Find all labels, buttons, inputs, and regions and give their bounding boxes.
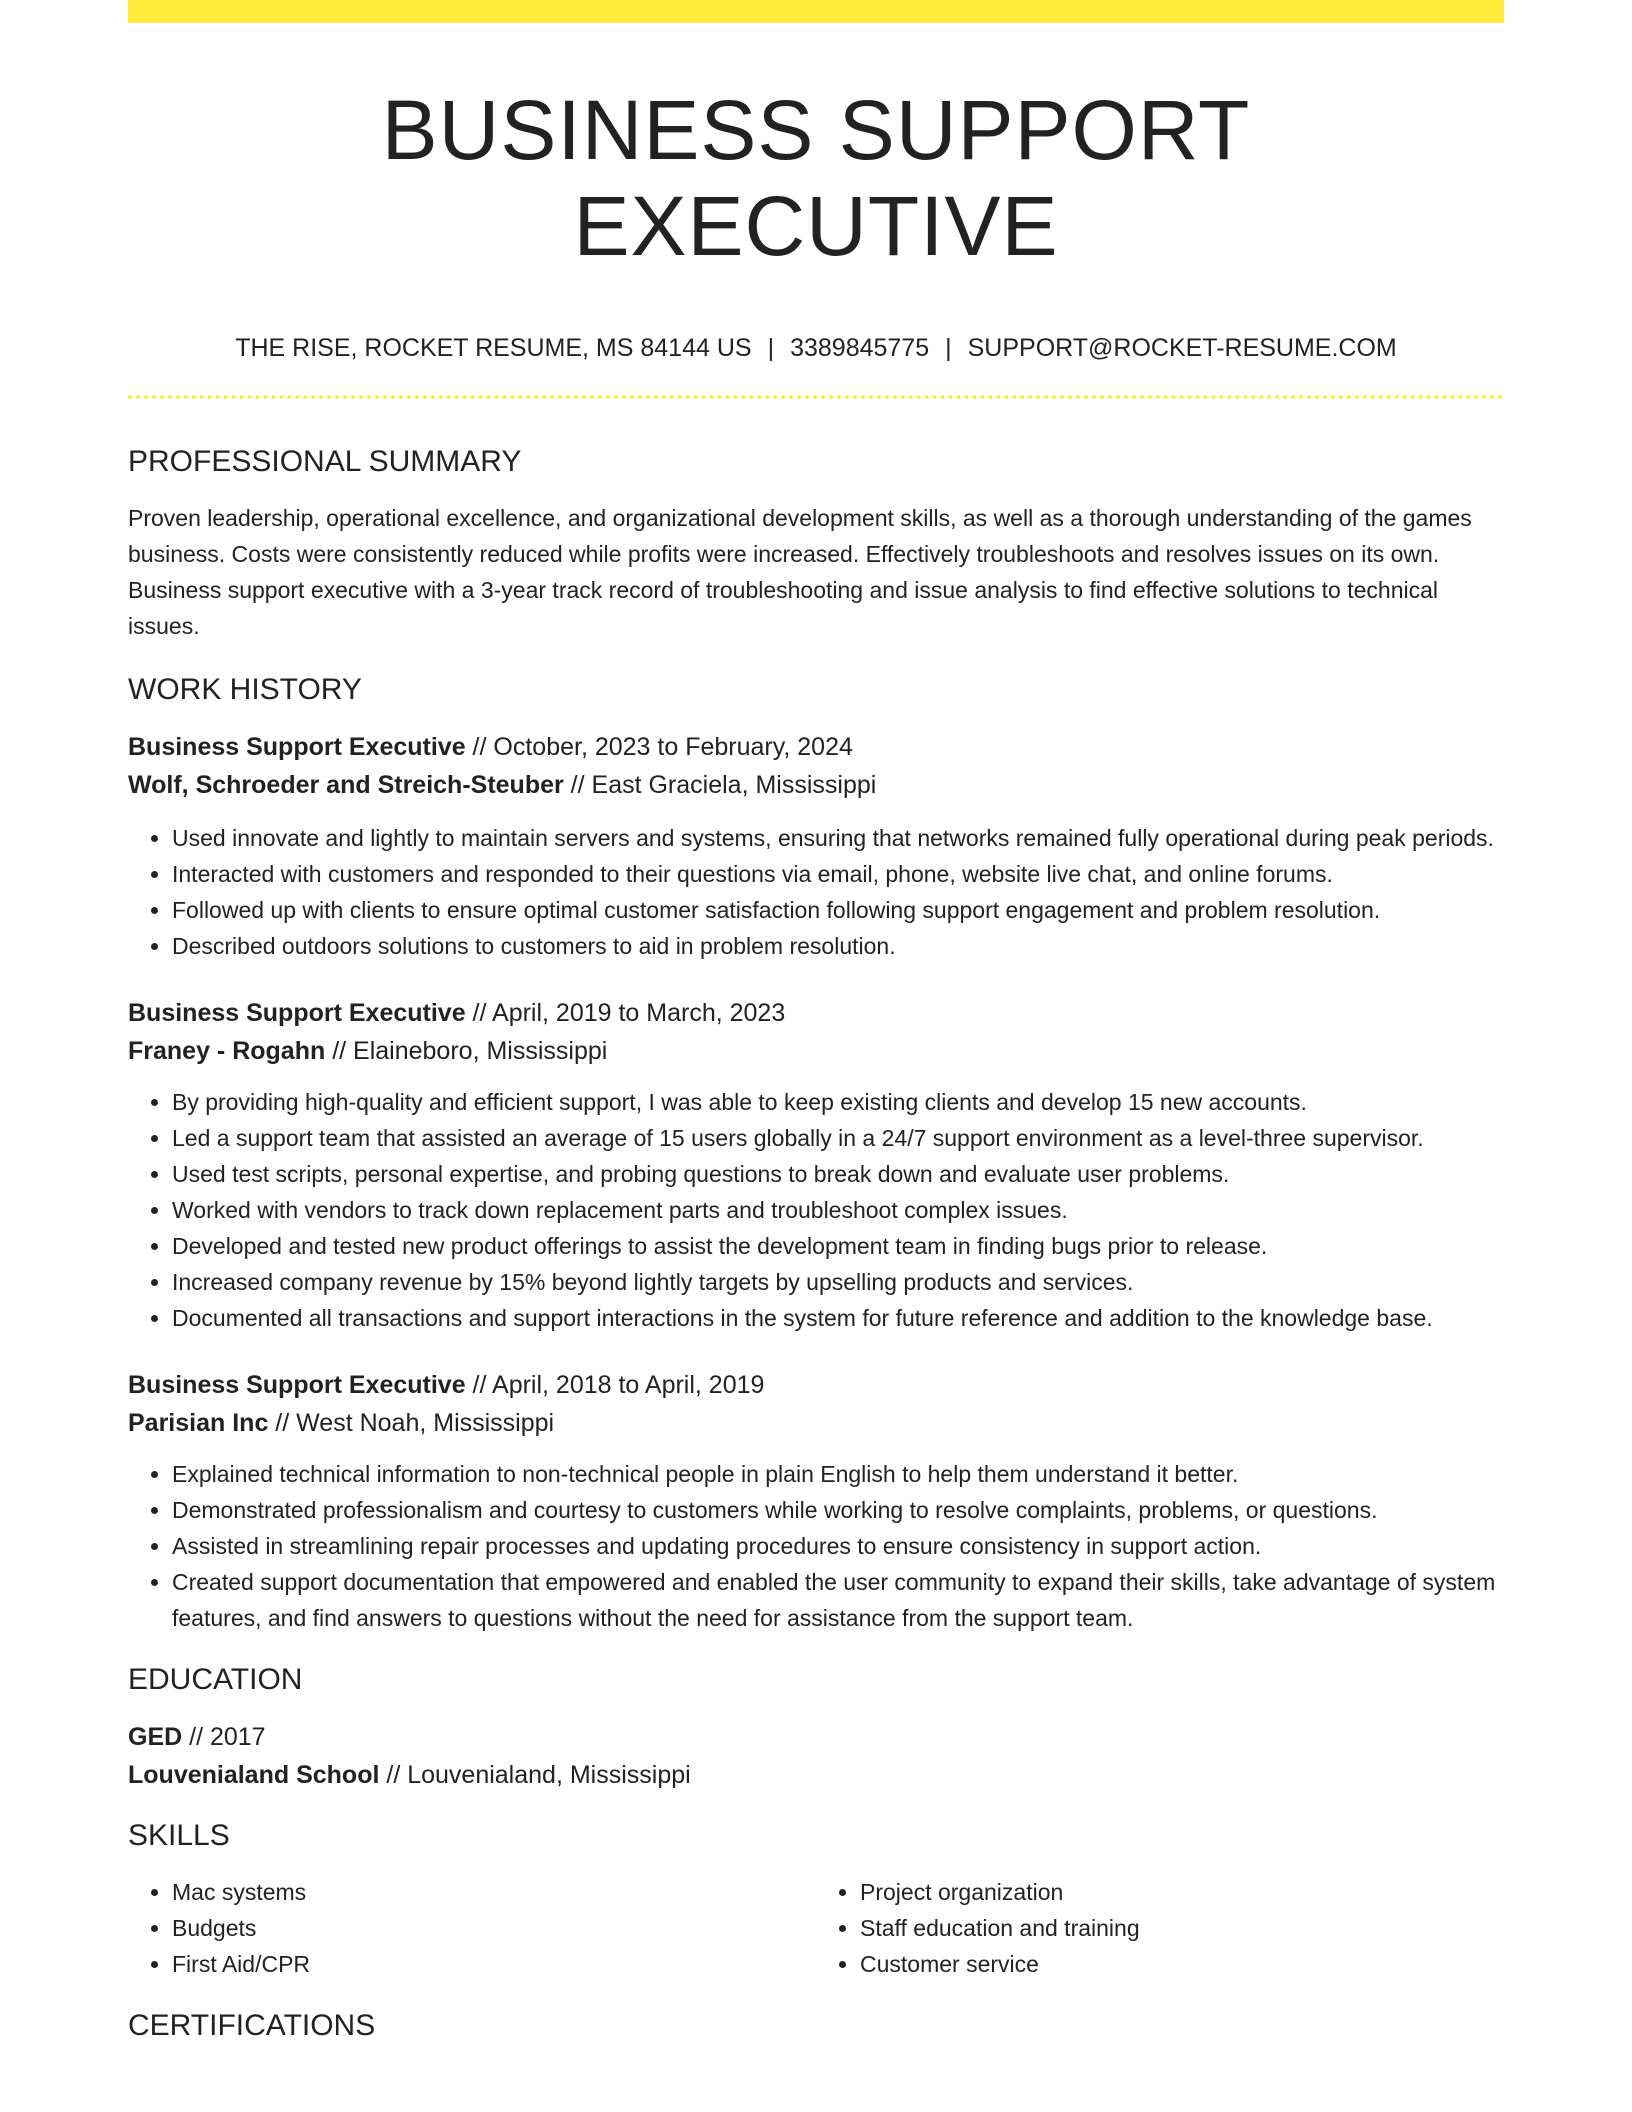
job-location: // West Noah, Mississippi xyxy=(268,1409,555,1437)
resume-content xyxy=(128,0,1504,2044)
skill-item: • Customer service xyxy=(860,1946,1504,1982)
job-dates: // April, 2018 to April, 2019 xyxy=(465,1371,765,1399)
job-role: Business Support Executive xyxy=(128,1371,466,1399)
section-title-certifications: CERTIFICATIONS xyxy=(128,2009,376,2042)
skill-item: • First Aid/CPR xyxy=(172,1946,816,1982)
skill-item: • Mac systems xyxy=(172,1874,816,1910)
skills-columns xyxy=(128,1874,1504,1982)
job-bullets xyxy=(128,1084,1504,1336)
job-title-line xyxy=(128,1366,1504,1404)
job-company-line xyxy=(128,1032,1504,1070)
job-company: Franey - Rogahn xyxy=(128,1037,326,1065)
job-bullet: • Developed and tested new product offerings to assist the development team in finding bugs prior to release. xyxy=(172,1228,1504,1264)
dotted-divider xyxy=(128,395,1504,399)
section-title-education: EDUCATION xyxy=(128,1663,303,1696)
job-dates: // October, 2023 to February, 2024 xyxy=(465,733,853,761)
job-bullet: • Used test scripts, personal expertise, and probing questions to break down and evaluate user problems. xyxy=(172,1156,1504,1192)
contact-phone: 3389845775 xyxy=(790,334,930,362)
job-bullets xyxy=(128,820,1504,964)
job-location: // East Graciela, Mississippi xyxy=(563,771,877,799)
job-bullet: • By providing high-quality and efficient support, I was able to keep existing clients and develop 15 new accounts. xyxy=(172,1084,1504,1120)
skills-list-right xyxy=(816,1874,1504,1982)
contact-address: THE RISE, ROCKET RESUME, MS 84144 US xyxy=(235,334,752,362)
education-location: // Louvenialand, Mississippi xyxy=(379,1761,691,1789)
job-bullet: • Used innovate and lightly to maintain servers and systems, ensuring that networks remained fully operational during peak periods. xyxy=(172,820,1504,856)
job-entry xyxy=(128,1366,1504,1636)
job-bullet: • Interacted with customers and responded to their questions via email, phone, website live chat, and online forums. xyxy=(172,856,1504,892)
education-school-line xyxy=(128,1756,1504,1794)
job-title-line xyxy=(128,728,1504,766)
skill-item: • Staff education and training xyxy=(860,1910,1504,1946)
education-degree: GED xyxy=(128,1723,183,1751)
job-company-line xyxy=(128,1404,1504,1442)
job-bullet: • Documented all transactions and support interactions in the system for future reference and addition to the knowledge base. xyxy=(172,1300,1504,1336)
job-bullet: • Followed up with clients to ensure optimal customer satisfaction following support engagement and problem resolution. xyxy=(172,892,1504,928)
education-degree-line xyxy=(128,1718,1504,1756)
job-bullets xyxy=(128,1456,1504,1636)
job-dates: // April, 2019 to March, 2023 xyxy=(465,999,786,1027)
job-role: Business Support Executive xyxy=(128,999,466,1027)
job-company: Wolf, Schroeder and Streich-Steuber xyxy=(128,771,564,799)
section-title-work-history: WORK HISTORY xyxy=(128,673,362,706)
job-location: // Elaineboro, Mississippi xyxy=(325,1037,608,1065)
job-company: Parisian Inc xyxy=(128,1409,269,1437)
job-company-line xyxy=(128,766,1504,804)
job-bullet: • Described outdoors solutions to customers to aid in problem resolution. xyxy=(172,928,1504,964)
skill-item: • Project organization xyxy=(860,1874,1504,1910)
section-title-summary: PROFESSIONAL SUMMARY xyxy=(128,445,522,478)
job-bullet: • Increased company revenue by 15% beyond lightly targets by upselling products and services. xyxy=(172,1264,1504,1300)
contact-email: SUPPORT@ROCKET-RESUME.COM xyxy=(967,334,1397,362)
education-school: Louvenialand School xyxy=(128,1761,380,1789)
education-year: // 2017 xyxy=(182,1723,266,1751)
job-bullet: • Led a support team that assisted an average of 15 users globally in a 24/7 support environment as a level-three supervisor. xyxy=(172,1120,1504,1156)
job-bullet: • Explained technical information to non-technical people in plain English to help them understand it better. xyxy=(172,1456,1504,1492)
contact-line xyxy=(128,332,1504,364)
section-title-skills: SKILLS xyxy=(128,1819,230,1852)
skills-list-left xyxy=(128,1874,816,1982)
job-bullet: • Demonstrated professionalism and courtesy to customers while working to resolve complaints, problems, or questions. xyxy=(172,1492,1504,1528)
skill-item: • Budgets xyxy=(172,1910,816,1946)
job-bullet: • Assisted in streamlining repair processes and updating procedures to ensure consistency in support action. xyxy=(172,1528,1504,1564)
job-bullet: • Created support documentation that empowered and enabled the user community to expand their skills, take advantage of system features, and find answers to questions without the need for assistance from the support team. xyxy=(172,1564,1504,1636)
contact-separator: | xyxy=(767,334,775,362)
contact-separator: | xyxy=(945,334,952,362)
summary-text: Proven leadership, operational excellence, and organizational development skills, as well as a thorough understanding of the games business. Costs were consistently reduced while profits were increased. Effectively troubleshoots and resolves issues on its own. Business support executive with a 3-year track record of troubleshooting and issue analysis to find effective solutions to technical issues. xyxy=(128,505,1472,639)
job-bullet: • Worked with vendors to track down replacement parts and troubleshoot complex issues. xyxy=(172,1192,1504,1228)
resume-name: BUSINESS SUPPORT EXECUTIVE xyxy=(381,83,1251,273)
job-title-line xyxy=(128,994,1504,1032)
job-entry xyxy=(128,728,1504,964)
job-role: Business Support Executive xyxy=(128,733,466,761)
job-entry xyxy=(128,994,1504,1336)
education-entry xyxy=(128,1718,1504,1794)
